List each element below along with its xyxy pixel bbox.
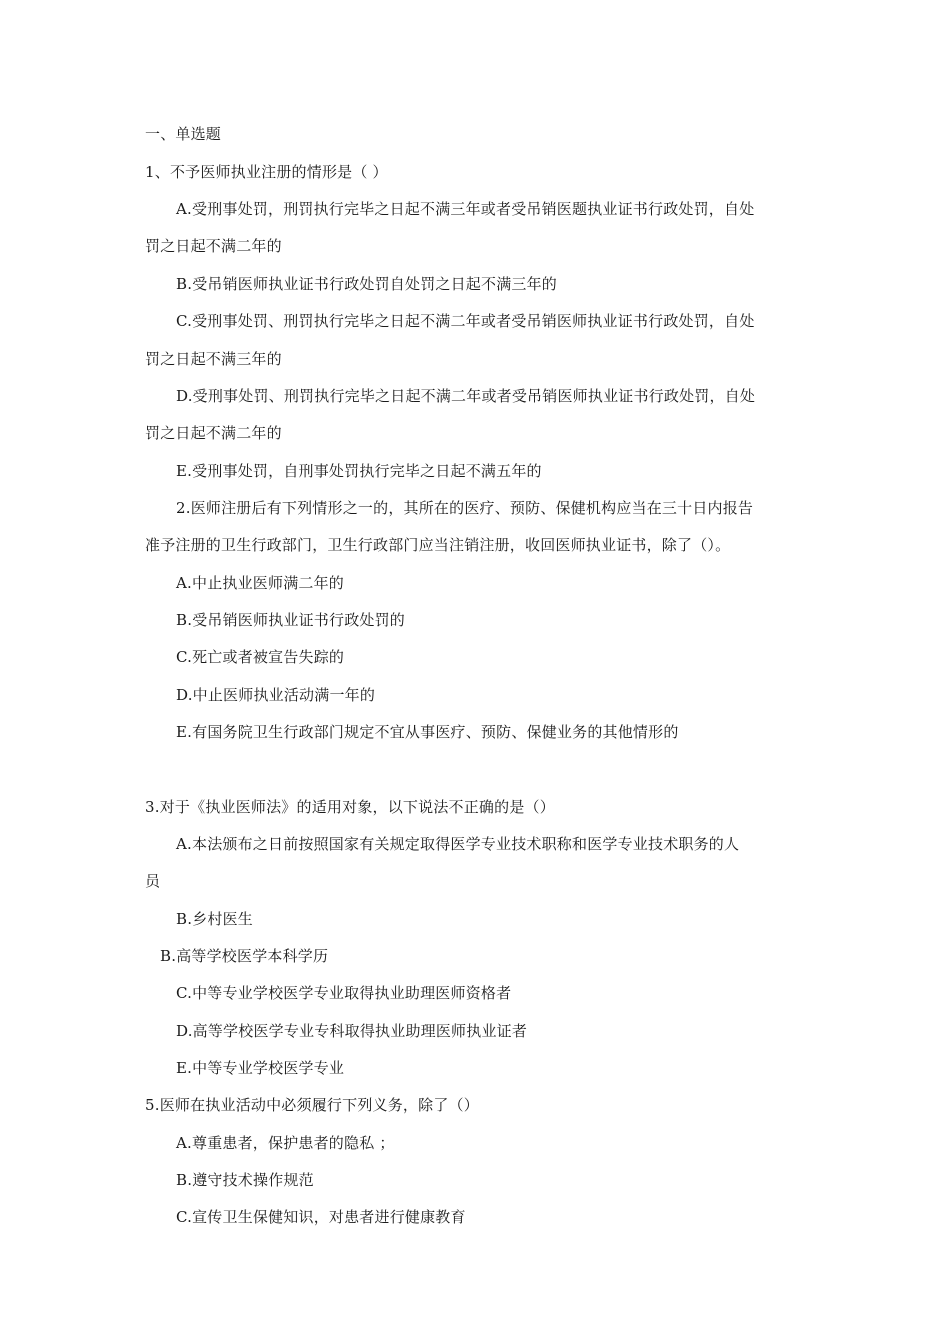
question-3-stem: 3.对于《执业医师法》的适用对象，以下说法不正确的是（）: [145, 798, 555, 816]
question-1-option-c-cont: 罚之日起不满三年的: [145, 350, 282, 368]
question-5-option-a: A.尊重患者，保护患者的隐私 ；: [176, 1134, 395, 1152]
question-2-stem-cont: 准予注册的卫生行政部门，卫生行政部门应当注销注册，收回医师执业证书，除了（）。: [145, 536, 731, 554]
question-2-option-c: C.死亡或者被宣告失踪的: [176, 648, 345, 666]
question-1-option-d-cont: 罚之日起不满二年的: [145, 424, 282, 442]
question-1-option-c: C.受刑事处罚、刑罚执行完毕之日起不满二年或者受吊销医师执业证书行政处罚，自处: [176, 312, 755, 330]
question-2-option-b: B.受吊销医师执业证书行政处罚的: [176, 611, 405, 629]
section-title: 一、单选题: [145, 125, 222, 143]
question-3-option-e: E.中等专业学校医学专业: [176, 1059, 345, 1077]
question-2-option-e: E.有国务院卫生行政部门规定不宜从事医疗、预防、保健业务的其他情形的: [176, 723, 679, 741]
question-1-option-a: A.受刑事处罚，刑罚执行完毕之日起不满三年或者受吊销医题执业证书行政处罚，自处: [176, 200, 755, 218]
question-5-option-b: B.遵守技术操作规范: [176, 1171, 314, 1189]
question-3-option-b: B.乡村医生: [176, 910, 253, 928]
question-1-option-b: B.受吊销医师执业证书行政处罚自处罚之日起不满三年的: [176, 275, 557, 293]
question-1-option-d: D.受刑事处罚、刑罚执行完毕之日起不满二年或者受吊销医师执业证书行政处罚，自处: [176, 387, 756, 405]
question-1-stem: 1、不予医师执业注册的情形是（ ）: [145, 163, 388, 181]
question-3-option-a-cont: 员: [145, 872, 161, 890]
question-3-option-d: D.高等学校医学专业专科取得执业助理医师执业证者: [176, 1022, 528, 1040]
question-3-option-b-alt: B.高等学校医学本科学历: [160, 947, 329, 965]
question-2-option-d: D.中止医师执业活动满一年的: [176, 686, 376, 704]
question-2-option-a: A.中止执业医师满二年的: [176, 574, 345, 592]
question-1-option-a-cont: 罚之日起不满二年的: [145, 237, 282, 255]
question-1-option-e: E.受刑事处罚，自刑事处罚执行完毕之日起不满五年的: [176, 462, 542, 480]
question-5-option-c: C.宣传卫生保健知识，对患者进行健康教育: [176, 1208, 466, 1226]
question-2-stem: 2.医师注册后有下列情形之一的，其所在的医疗、预防、保健机构应当在三十日内报告: [176, 499, 754, 517]
question-3-option-c: C.中等专业学校医学专业取得执业助理医师资格者: [176, 984, 512, 1002]
question-3-option-a: A.本法颁布之日前按照国家有关规定取得医学专业技术职称和医学专业技术职务的人: [176, 835, 740, 853]
question-5-stem: 5.医师在执业活动中必须履行下列义务，除了（）: [145, 1096, 479, 1114]
